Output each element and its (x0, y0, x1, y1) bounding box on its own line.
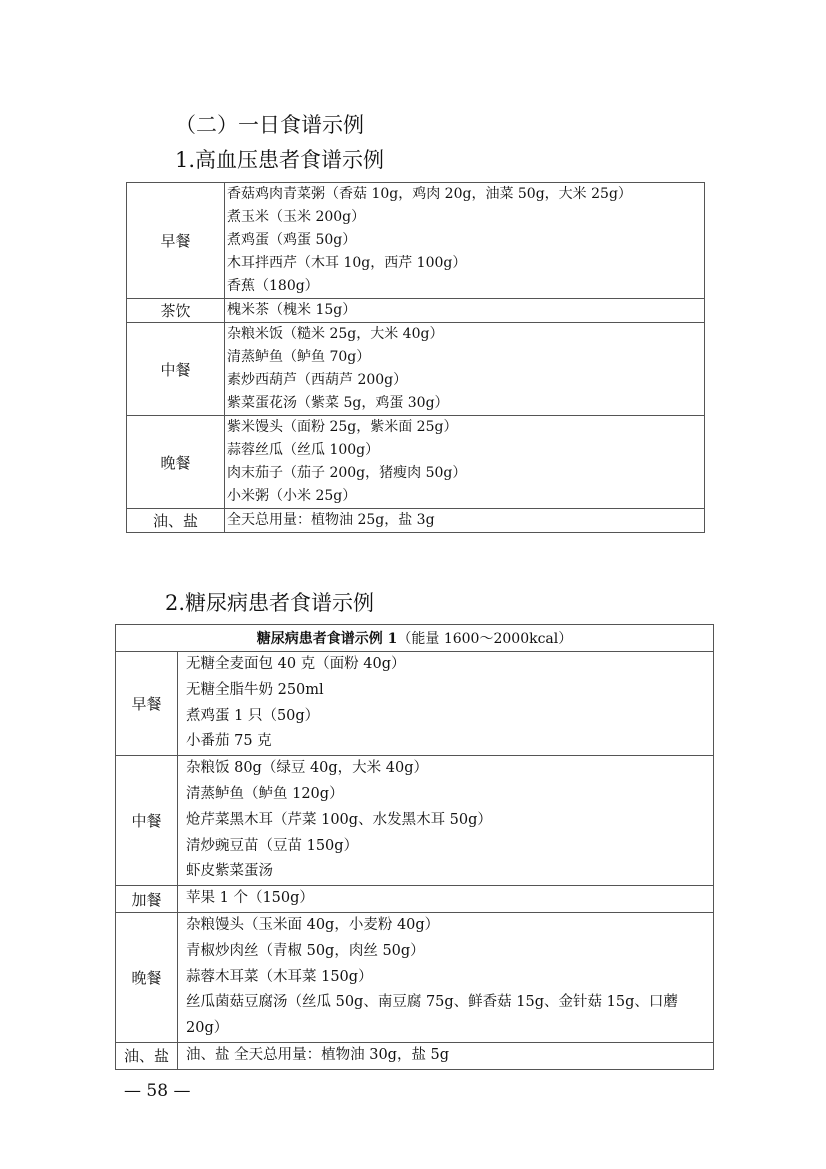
table-title-bold: 糖尿病患者食谱示例 1 (256, 631, 398, 647)
food-item: 紫菜蛋花汤（紫菜 5g，鸡蛋 30g） (227, 395, 449, 411)
meal-label: 中餐 (127, 323, 225, 416)
table-row (116, 912, 714, 1042)
diabetes-heading: 2.糖尿病患者食谱示例 (165, 591, 375, 615)
food-item: 小米粥（小米 25g） (227, 488, 357, 504)
food-item: 小番茄 75 克 (186, 733, 272, 750)
meal-items (225, 509, 705, 533)
table-row (116, 1042, 714, 1069)
table-row (127, 323, 705, 416)
meal-items (225, 323, 705, 416)
diabetes-recipe-table (115, 624, 714, 1070)
meal-label: 油、盐 (116, 1042, 178, 1069)
food-item: 杂粮米饭（糙米 25g，大米 40g） (227, 326, 444, 342)
meal-items (225, 183, 705, 299)
food-item: 煮玉米（玉米 200g） (227, 209, 366, 225)
meal-label: 早餐 (127, 183, 225, 299)
meal-items (178, 1042, 714, 1069)
meal-items (225, 299, 705, 323)
food-item: 虾皮紫菜蛋汤 (186, 863, 273, 880)
meal-label: 茶饮 (127, 299, 225, 323)
page-number: — 58 — (124, 1081, 191, 1101)
meal-label: 中餐 (116, 756, 178, 886)
table-row (116, 756, 714, 886)
food-item: 无糖全麦面包 40 克（面粉 40g） (186, 656, 406, 672)
table-row (116, 886, 714, 913)
table-title-row (116, 625, 714, 652)
food-item: 蒜蓉木耳菜（木耳菜 150g） (186, 968, 373, 985)
table-row (127, 183, 705, 299)
food-item: 清蒸鲈鱼（鲈鱼 120g） (186, 785, 344, 802)
meal-label: 加餐 (116, 886, 178, 913)
meal-items (178, 756, 714, 886)
table-row (116, 652, 714, 756)
food-item: 香菇鸡肉青菜粥（香菇 10g，鸡肉 20g，油菜 50g，大米 25g） (227, 186, 632, 202)
table-row (127, 416, 705, 509)
meal-items (225, 416, 705, 509)
food-item: 苹果 1 个（150g） (186, 890, 314, 907)
food-item: 油、盐 全天总用量：植物油 30g，盐 5g (186, 1046, 450, 1063)
meal-label: 晚餐 (127, 416, 225, 509)
food-item: 煮鸡蛋（鸡蛋 50g） (227, 232, 357, 248)
food-item: 丝瓜菌菇豆腐汤（丝瓜 50g、南豆腐 75g、鲜香菇 15g、金针菇 15g、口蘑 20g） (186, 994, 678, 1037)
section-heading: （二）一日食谱示例 (175, 113, 364, 137)
food-item: 杂粮饭 80g（绿豆 40g，大米 40g） (186, 760, 429, 777)
meal-label: 晚餐 (116, 912, 178, 1042)
food-item: 槐米茶（槐米 15g） (227, 302, 357, 318)
hypertension-recipe-table (126, 182, 705, 533)
table-row (127, 299, 705, 323)
meal-label: 油、盐 (127, 509, 225, 533)
table-title (116, 625, 714, 652)
food-item: 炝芹菜黑木耳（芹菜 100g、水发黑木耳 50g） (186, 811, 492, 828)
food-item: 杂粮馒头（玉米面 40g，小麦粉 40g） (186, 916, 440, 933)
meal-items (178, 886, 714, 913)
table-title-energy: （能量 1600～2000kcal） (397, 631, 573, 647)
food-item: 清蒸鲈鱼（鲈鱼 70g） (227, 349, 371, 365)
food-item: 全天总用量：植物油 25g，盐 3g (227, 512, 435, 528)
food-item: 紫米馒头（面粉 25g，紫米面 25g） (227, 419, 458, 435)
food-item: 清炒豌豆苗（豆苗 150g） (186, 837, 359, 854)
hypertension-heading: 1.高血压患者食谱示例 (175, 148, 385, 172)
table-row (127, 509, 705, 533)
meal-label: 早餐 (116, 652, 178, 756)
food-item: 木耳拌西芹（木耳 10g，西芹 100g） (227, 255, 467, 271)
food-item: 青椒炒肉丝（青椒 50g，肉丝 50g） (186, 942, 425, 959)
food-item: 无糖全脂牛奶 250ml (186, 681, 324, 698)
food-item: 煮鸡蛋 1 只（50g） (186, 707, 320, 724)
meal-items (178, 652, 714, 756)
food-item: 素炒西葫芦（西葫芦 200g） (227, 372, 408, 388)
food-item: 香蕉（180g） (227, 278, 319, 294)
food-item: 肉末茄子（茄子 200g，猪瘦肉 50g） (227, 465, 467, 481)
meal-items (178, 912, 714, 1042)
food-item: 蒜蓉丝瓜（丝瓜 100g） (227, 442, 380, 458)
